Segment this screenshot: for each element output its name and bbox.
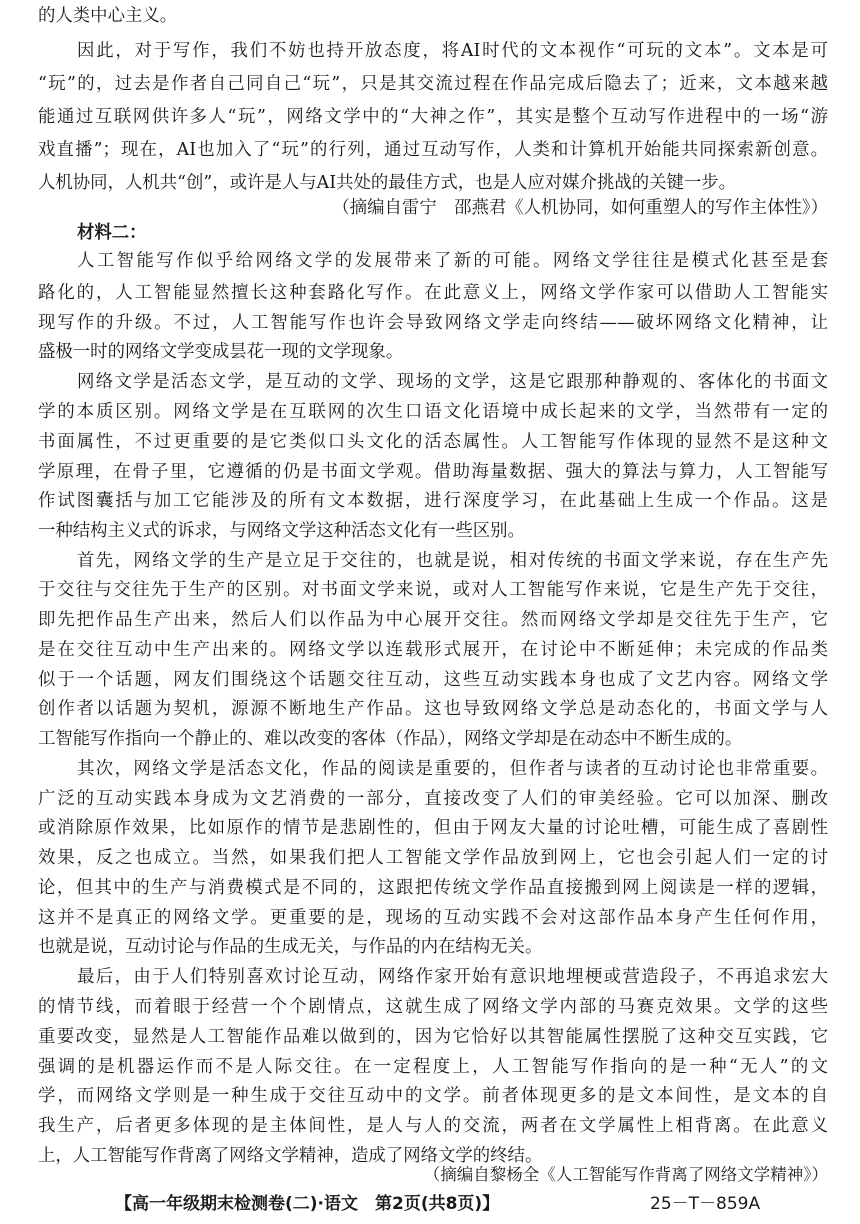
text-line: 最后，由于人们特别喜欢讨论互动，网络作家开始有意识地埋梗或营造段子，不再追求宏大 <box>77 967 828 987</box>
text-line: 即先把作品生产出来，然后人们以作品为中心展开交往。然而网络文学却是交往先于生产，它 <box>38 610 828 630</box>
text-line: 于交往与交往先于生产的区别。对书面文学来说，或对人工智能写作来说，它是生产先于交往， <box>38 580 828 600</box>
text-line: 学的本质区别。网络文学是在互联网的次生口语文化语境中成长起来的文学，当然带有一定的 <box>38 402 828 422</box>
text-line: 人机协同，人机共“创”，或许是人与AI共处的最佳方式，也是人应对媒介挑战的关键一步。 <box>38 173 737 193</box>
text-line: 现写作的升级。不过，人工智能写作也许会导致网络文学走向终结——破坏网络文化精神，让 <box>38 313 828 333</box>
text-line: 因此，对于写作，我们不妨也持开放态度，将AI时代的文本视作“可玩的文本”。文本是可 <box>77 41 828 61</box>
text-line: 也就是说，互动讨论与作品的生成无关，与作品的内在结构无关。 <box>38 937 543 957</box>
text-line: 上，人工智能写作背离了网络文学精神，造成了网络文学的终结。 <box>38 1146 543 1166</box>
text-line: 强调的是机器运作而不是人际交往。在一定程度上，人工智能写作指向的是一种“无人”的文 <box>38 1057 828 1077</box>
text-line: 创作者以话题为契机，源源不断地生产作品。这也导致网络文学总是动态化的，书面文学与人 <box>38 699 828 719</box>
text-line: 学，而网络文学则是一种生成于交往互动中的文学。前者体现更多的是文本间性，是文本的自 <box>38 1086 828 1106</box>
text-line: 首先，网络文学的生产是立足于交往的，也就是说，相对传统的书面文学来说，存在生产先 <box>77 551 828 571</box>
text-line: 戏直播”；现在，AI也加入了“玩”的行列，通过互动写作，人类和计算机开始能共同探索新创意。 <box>38 140 828 160</box>
footer-code: 25－T－859A <box>650 1194 761 1214</box>
text-line: 能通过互联网供许多人“玩”，网络文学中的“大神之作”，其实是整个互动写作进程中的一场“游 <box>38 107 828 127</box>
source-citation: （摘编自雷宁 邵燕君《人机协同，如何重塑人的写作主体性》） <box>332 198 828 218</box>
text-line: 广泛的互动实践本身成为文艺消费的一部分，直接改变了人们的审美经验。它可以加深、删改 <box>38 789 828 809</box>
text-line: 我生产，后者更多体现的是主体间性，是人与人的交流，两者在文学属性上相背离。在此意义 <box>38 1116 828 1136</box>
text-line: 重要改变，显然是人工智能作品难以做到的，因为它恰好以其智能属性摆脱了这种交互实践，它 <box>38 1027 828 1047</box>
text-line: 学原理，在骨子里，它遵循的仍是书面文学观。借助海量数据、强大的算法与算力，人工智能写 <box>38 462 828 482</box>
text-line: 或消除原作效果，比如原作的情节是悲剧性的，但由于网友大量的讨论吐槽，可能生成了喜剧性 <box>38 818 828 838</box>
text-line: 人工智能写作似乎给网络文学的发展带来了新的可能。网络文学往往是模式化甚至是套 <box>77 251 828 271</box>
text-line: 网络文学是活态文学，是互动的文学、现场的文学，这是它跟那种静观的、客体化的书面文 <box>77 372 828 392</box>
text-line: 作试图囊括与加工它能涉及的所有文本数据，进行深度学习，在此基础上生成一个作品。这是 <box>38 491 828 511</box>
text-line: “玩”的，过去是作者自己同自己“玩”，只是其交流过程在作品完成后隐去了；近来，文本越来越 <box>38 74 828 94</box>
page-footer <box>0 1189 860 1213</box>
text-line: 论，但其中的生产与消费模式是不同的，这跟把传统文学作品直接搬到网上阅读是一样的逻辑， <box>38 878 828 898</box>
text-line: 效果，反之也成立。当然，如果我们把人工智能文学作品放到网上，它也会引起人们一定的讨 <box>38 848 828 868</box>
text-line: 书面属性，不过更重要的是它类似口头文化的活态属性。人工智能写作体现的显然不是这种文 <box>38 432 828 452</box>
text-line: 一种结构主义式的诉求，与网络文学这种活态文化有一些区别。 <box>38 521 525 541</box>
text-line: 的人类中心主义。 <box>38 6 178 26</box>
source-citation: （摘编自黎杨全《人工智能写作背离了网络文学精神》） <box>423 1165 828 1184</box>
text-line: 的情节线，而着眼于经营一个个剧情点，这就生成了网络文学内部的马赛克效果。文学的这些 <box>38 997 828 1017</box>
text-line: 是在交往互动中生产出来的。网络文学以连载形式展开，在讨论中不断延伸；未完成的作品类 <box>38 640 828 660</box>
text-line: 盛极一时的网络文学变成昙花一现的文学现象。 <box>38 342 404 362</box>
text-line: 路化的，人工智能显然擅长这种套路化写作。在此意义上，网络文学作家可以借助人工智能实 <box>38 283 828 303</box>
footer-exam-info: 【高一年级期末检测卷(二)·语文 第2页(共8页)】 <box>115 1194 500 1214</box>
text-line: 似于一个话题，网友们围绕这个话题交往互动，这些互动实践本身也成了文艺内容。网络文学 <box>38 670 828 690</box>
section-heading: 材料二： <box>77 223 147 243</box>
text-line: 其次，网络文学是活态文化，作品的阅读是重要的，但作者与读者的互动讨论也非常重要。 <box>77 759 828 779</box>
text-line: 这并不是真正的网络文学。更重要的是，现场的互动实践不会对这部作品本身产生任何作用， <box>38 908 828 928</box>
text-line: 工智能写作指向一个静止的、难以改变的客体（作品），网络文学却是在动态中不断生成的。 <box>38 729 743 749</box>
